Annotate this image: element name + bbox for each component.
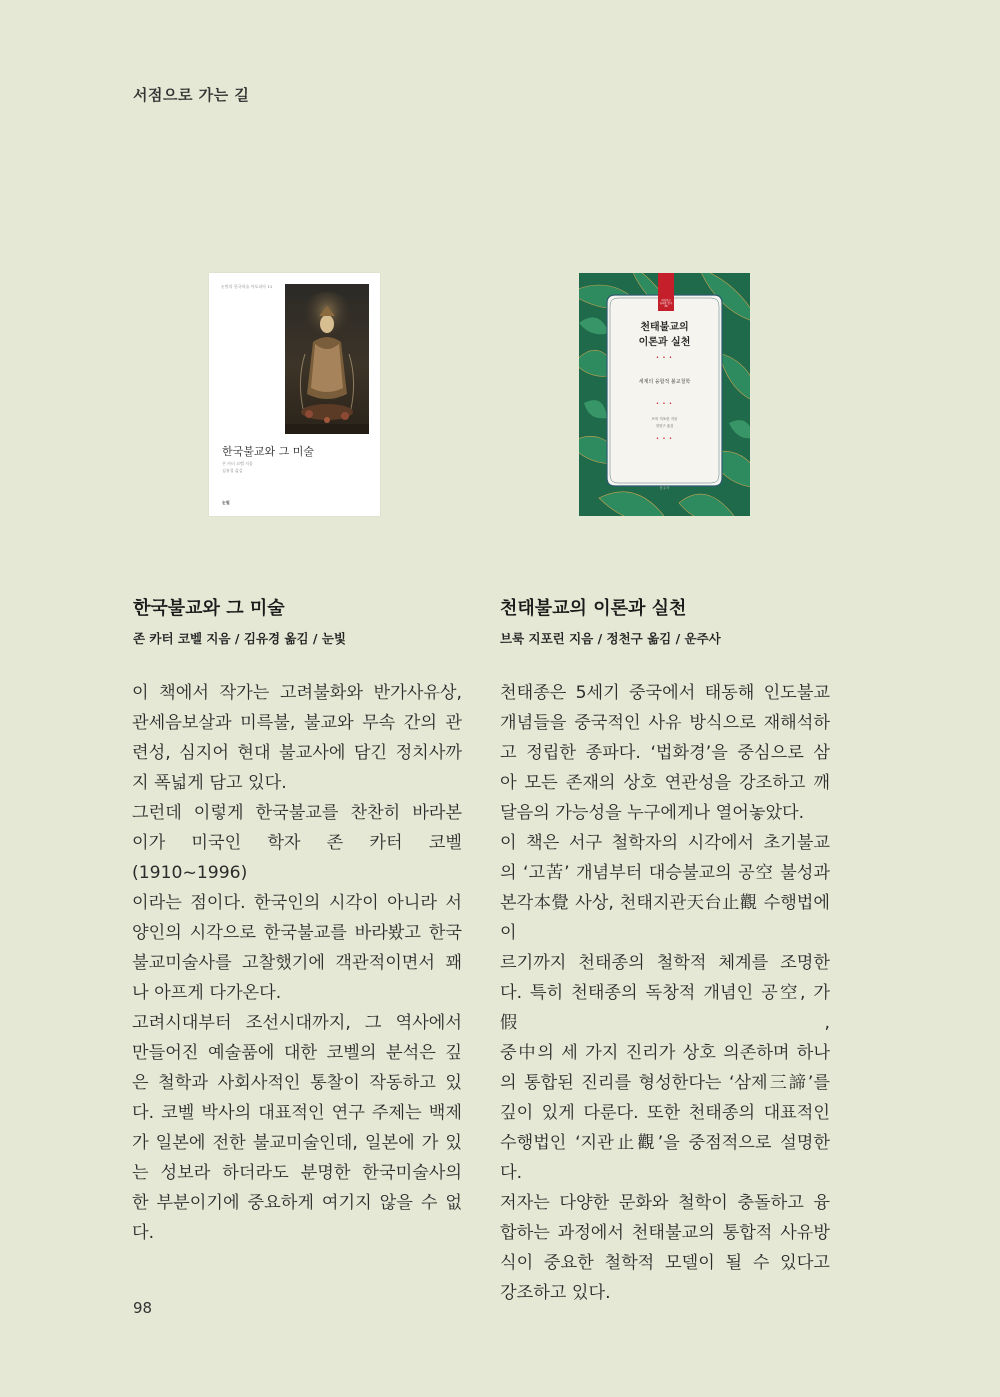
body-line: 천태종은 5세기 중국에서 태동해 인도불교	[500, 683, 830, 703]
body-line: 련성, 심지어 현대 불교사에 담긴 정치사까	[132, 743, 462, 763]
body-line: 이 책에서 작가는 고려불화와 반가사유상,	[132, 683, 462, 703]
cover-publisher: 눈빛	[222, 500, 230, 505]
body-line: 의 ‘고苦’ 개념부터 대승불교의 공空 불성과	[500, 863, 830, 883]
buddhist-painting-image	[285, 284, 369, 434]
cover-credit	[222, 460, 253, 474]
cover-publisher: 운주사	[659, 486, 670, 490]
body-line: 그런데 이렇게 한국불교를 찬찬히 바라본	[132, 803, 462, 823]
book1-description	[132, 678, 462, 1248]
body-line: 이 책은 서구 철학자의 시각에서 초기불교	[500, 833, 830, 853]
body-line: 수행법인 ‘지관止觀’을 중점적으로 설명한다.	[500, 1133, 830, 1183]
cover-credit	[579, 416, 750, 430]
badge-line: 천태종 총서	[659, 302, 673, 305]
cover-title-line: 이론과 실천	[638, 337, 691, 348]
section-label: 서점으로 가는 길	[133, 86, 250, 104]
cover-author: 브룩 지포린 지음	[651, 417, 678, 421]
cover-dots: • • •	[655, 401, 674, 407]
series-badge	[658, 273, 674, 311]
book1-meta: 존 카터 코벨 지음 / 김유경 옮김 / 눈빛	[133, 631, 346, 646]
body-line: 고 정립한 종파다. ‘법화경’을 중심으로 삼	[500, 743, 830, 763]
body-line: 의 통합된 진리를 형성한다는 ‘삼제三諦’를	[500, 1073, 830, 1093]
badge-number: 26	[664, 305, 668, 308]
body-line: 고려시대부터 조선시대까지, 그 역사에서	[132, 1013, 462, 1033]
body-line: 깊이 있게 다룬다. 또한 천태종의 대표적인	[500, 1103, 830, 1123]
cover-title: 한국불교와 그 미술	[222, 445, 315, 458]
body-line: 한 부분이기에 중요하게 여기지 않을 수 없	[132, 1193, 462, 1213]
book-cover-tiantai-buddhism	[579, 273, 750, 516]
cover-subtitle: 세계의 융합적 불교철학	[638, 379, 691, 385]
book2-title: 천태불교의 이론과 실천	[500, 598, 687, 619]
body-line: 는 성보라 하더라도 분명한 한국미술사의	[132, 1163, 462, 1183]
body-line: 합하는 과정에서 천태불교의 통합적 사유방	[500, 1223, 830, 1243]
body-line: 식이 중요한 철학적 모델이 될 수 있다고	[500, 1253, 830, 1273]
body-line: 다.	[132, 1223, 155, 1243]
body-line: 강조하고 있다.	[500, 1283, 611, 1303]
body-line: 달음의 가능성을 누구에게나 열어놓았다.	[500, 803, 805, 823]
body-line: 저자는 다양한 문화와 철학이 충돌하고 융	[500, 1193, 830, 1213]
cover-author: 존 카터 코벨 지음	[222, 461, 253, 466]
body-line: 불교미술사를 고찰했기에 객관적이면서 꽤	[132, 953, 462, 973]
cover-title-line: 천태불교의	[640, 322, 689, 333]
book-cover-korean-buddhism	[209, 273, 380, 516]
book2-meta: 브룩 지포린 지음 / 정천구 옮김 / 운주사	[500, 631, 721, 646]
book2-description	[500, 678, 830, 1308]
cover-dots: • • •	[655, 355, 674, 361]
body-line: 만들어진 예술품에 대한 코벨의 분석은 깊	[132, 1043, 462, 1063]
cover-series: 눈빛의 한국학술 아포리아 13	[221, 284, 273, 289]
body-line: 르기까지 천태종의 철학적 체계를 조명한	[500, 953, 830, 973]
body-line: 다. 코벨 박사의 대표적인 연구 주제는 백제	[132, 1103, 462, 1123]
body-line: 개념들을 중국적인 사유 방식으로 재해석하	[500, 713, 830, 733]
cover-translator: 정천구 옮김	[655, 424, 674, 428]
book1-title: 한국불교와 그 미술	[133, 598, 285, 619]
body-line: 가 일본에 전한 불교미술인데, 일본에 가 있	[132, 1133, 462, 1153]
body-line: 양인의 시각으로 한국불교를 바라봤고 한국	[132, 923, 462, 943]
body-line: 다. 특히 천태종의 독창적 개념인 공空, 가假,	[500, 983, 830, 1033]
body-line: 나 아프게 다가온다.	[132, 983, 282, 1003]
body-line: 이가 미국인 학자 존 카터 코벨(1910~1996)	[132, 833, 462, 883]
body-line: 이라는 점이다. 한국인의 시각이 아니라 서	[132, 893, 462, 913]
body-line: 본각本覺 사상, 천태지관天台止觀 수행법에 이	[500, 893, 830, 943]
body-line: 중中의 세 가지 진리가 상호 의존하며 하나	[500, 1043, 830, 1063]
page-number: 98	[133, 1299, 153, 1317]
body-line: 은 철학과 사회사적인 통찰이 작동하고 있	[132, 1073, 462, 1093]
cover-translator: 김유경 옮김	[222, 468, 243, 473]
cover-title	[579, 320, 750, 350]
cover-dots: • • •	[655, 436, 674, 442]
body-line: 관세음보살과 미륵불, 불교와 무속 간의 관	[132, 713, 462, 733]
badge-line: 대한불교	[661, 299, 671, 302]
body-line: 지 폭넓게 담고 있다.	[132, 773, 287, 793]
body-line: 아 모든 존재의 상호 연관성을 강조하고 깨	[500, 773, 830, 793]
